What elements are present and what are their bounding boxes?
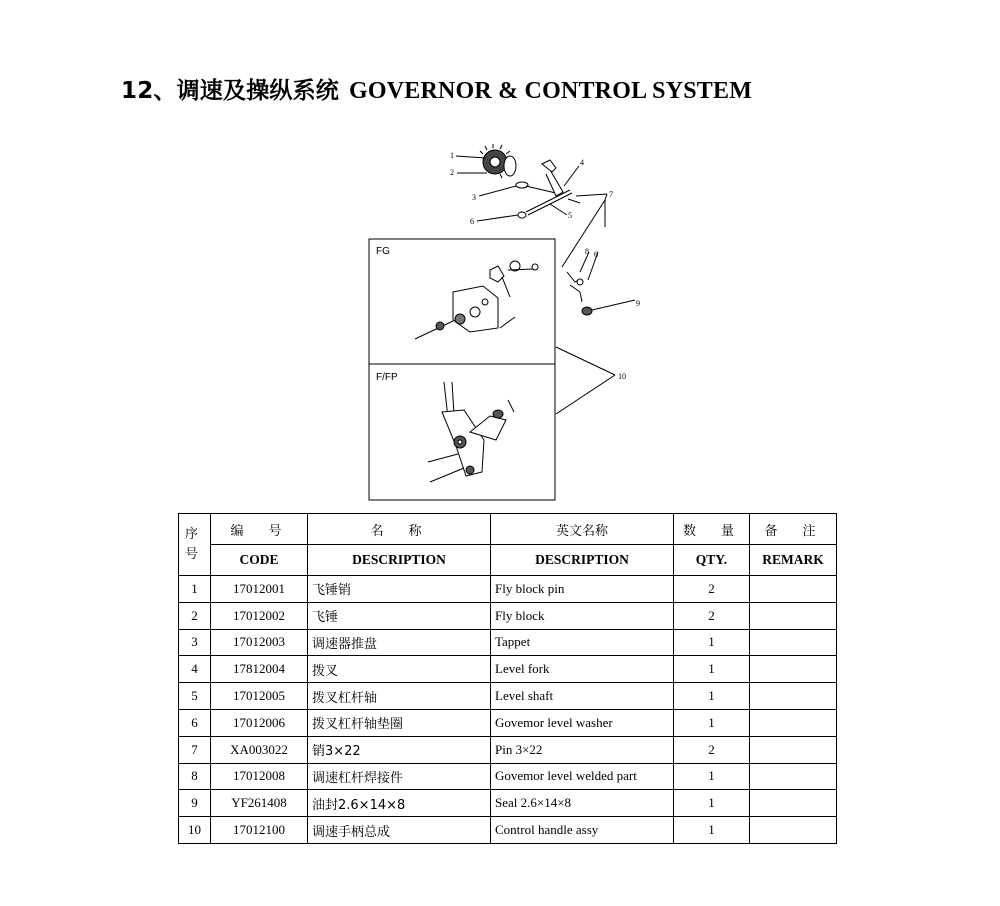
row-qty: 1: [674, 709, 750, 736]
row-qty: 1: [674, 817, 750, 844]
row-code: XA003022: [211, 736, 308, 763]
page-title: [121, 72, 752, 105]
row-name-cn: 调速杠杆焊接件: [308, 763, 491, 790]
row-code: 17012003: [211, 629, 308, 656]
header-row-en: [179, 545, 837, 576]
row-code: 17012005: [211, 683, 308, 710]
row-qty: 2: [674, 602, 750, 629]
row-qty: 2: [674, 736, 750, 763]
row-remark: [750, 790, 837, 817]
table-row: [179, 790, 837, 817]
row-name-en: Level fork: [491, 656, 674, 683]
row-name-cn: 拨叉: [308, 656, 491, 683]
row-number: 5: [179, 683, 211, 710]
row-number: 10: [179, 817, 211, 844]
row-code: 17012002: [211, 602, 308, 629]
header-description-cn: DESCRIPTION: [308, 545, 491, 576]
row-name-cn: 拨叉杠杆轴垫圈: [308, 709, 491, 736]
header-name-cn: 名 称: [308, 514, 491, 545]
row-number: 4: [179, 656, 211, 683]
header-en-name-cn: 英文名称: [491, 514, 674, 545]
header-qty-cn: 数 量: [674, 514, 750, 545]
row-number: 1: [179, 576, 211, 603]
row-code: 17012100: [211, 817, 308, 844]
callout-3: 3: [472, 193, 476, 202]
parts-table: [178, 513, 837, 844]
row-name-en: Govemor level welded part: [491, 763, 674, 790]
row-name-en: Control handle assy: [491, 817, 674, 844]
row-code: 17812004: [211, 656, 308, 683]
row-name-en: Govemor level washer: [491, 709, 674, 736]
row-number: 3: [179, 629, 211, 656]
row-qty: 1: [674, 763, 750, 790]
row-qty: 1: [674, 656, 750, 683]
header-code-cn: 编 号: [211, 514, 308, 545]
row-remark: [750, 683, 837, 710]
title-en: GOVERNOR & CONTROL SYSTEM: [349, 78, 753, 104]
row-name-en: Tappet: [491, 629, 674, 656]
table-row: [179, 602, 837, 629]
row-remark: [750, 709, 837, 736]
inset-label-ffp: F/FP: [376, 372, 398, 383]
title-number: 12、: [121, 78, 177, 104]
table-row: [179, 683, 837, 710]
row-name-cn: 拨叉杠杆轴: [308, 683, 491, 710]
table-row: [179, 763, 837, 790]
row-name-en: Pin 3×22: [491, 736, 674, 763]
row-qty: 1: [674, 683, 750, 710]
table-row: [179, 817, 837, 844]
row-name-cn: 飞锤: [308, 602, 491, 629]
table-row: [179, 709, 837, 736]
row-number: 6: [179, 709, 211, 736]
header-remark-cn: 备 注: [750, 514, 837, 545]
parts-table-body: [179, 576, 837, 844]
row-name-cn: 调速手柄总成: [308, 817, 491, 844]
row-code: 17012006: [211, 709, 308, 736]
callout-10: 10: [618, 372, 626, 381]
table-row: [179, 656, 837, 683]
header-seq: 序 号: [179, 514, 211, 576]
row-number: 2: [179, 602, 211, 629]
row-remark: [750, 817, 837, 844]
row-remark: [750, 656, 837, 683]
row-remark: [750, 576, 837, 603]
callout-6: 6: [470, 217, 474, 226]
row-code: 17012001: [211, 576, 308, 603]
row-number: 7: [179, 736, 211, 763]
table-row: [179, 736, 837, 763]
row-name-en: Level shaft: [491, 683, 674, 710]
callout-4: 4: [580, 158, 584, 167]
row-remark: [750, 629, 837, 656]
callout-5: 5: [568, 211, 572, 220]
exploded-parts-diagram: [376, 142, 660, 504]
callout-6b: 6: [594, 250, 598, 259]
row-remark: [750, 736, 837, 763]
header-code: CODE: [211, 545, 308, 576]
row-remark: [750, 763, 837, 790]
row-qty: 1: [674, 629, 750, 656]
row-name-en: Fly block: [491, 602, 674, 629]
table-row: [179, 576, 837, 603]
row-name-cn: 调速器推盘: [308, 629, 491, 656]
callout-9: 9: [636, 299, 640, 308]
row-code: 17012008: [211, 763, 308, 790]
callout-1: 1: [450, 151, 454, 160]
callout-7: 7: [609, 190, 613, 199]
row-qty: 1: [674, 790, 750, 817]
callout-2: 2: [450, 168, 454, 177]
row-number: 8: [179, 763, 211, 790]
header-row-cn: [179, 514, 837, 545]
title-cn: 调速及操纵系统: [176, 78, 340, 104]
row-name-cn: 销3×22: [308, 736, 491, 763]
header-description-en: DESCRIPTION: [491, 545, 674, 576]
row-qty: 2: [674, 576, 750, 603]
inset-label-fg: FG: [376, 246, 390, 257]
header-qty: QTY.: [674, 545, 750, 576]
row-number: 9: [179, 790, 211, 817]
row-code: YF261408: [211, 790, 308, 817]
callout-8: 8: [585, 247, 589, 256]
row-name-cn: 油封2.6×14×8: [308, 790, 491, 817]
row-name-cn: 飞锤销: [308, 576, 491, 603]
table-row: [179, 629, 837, 656]
diagram-drawing: [376, 142, 660, 504]
header-remark: REMARK: [750, 545, 837, 576]
row-name-en: Seal 2.6×14×8: [491, 790, 674, 817]
row-remark: [750, 602, 837, 629]
row-name-en: Fly block pin: [491, 576, 674, 603]
